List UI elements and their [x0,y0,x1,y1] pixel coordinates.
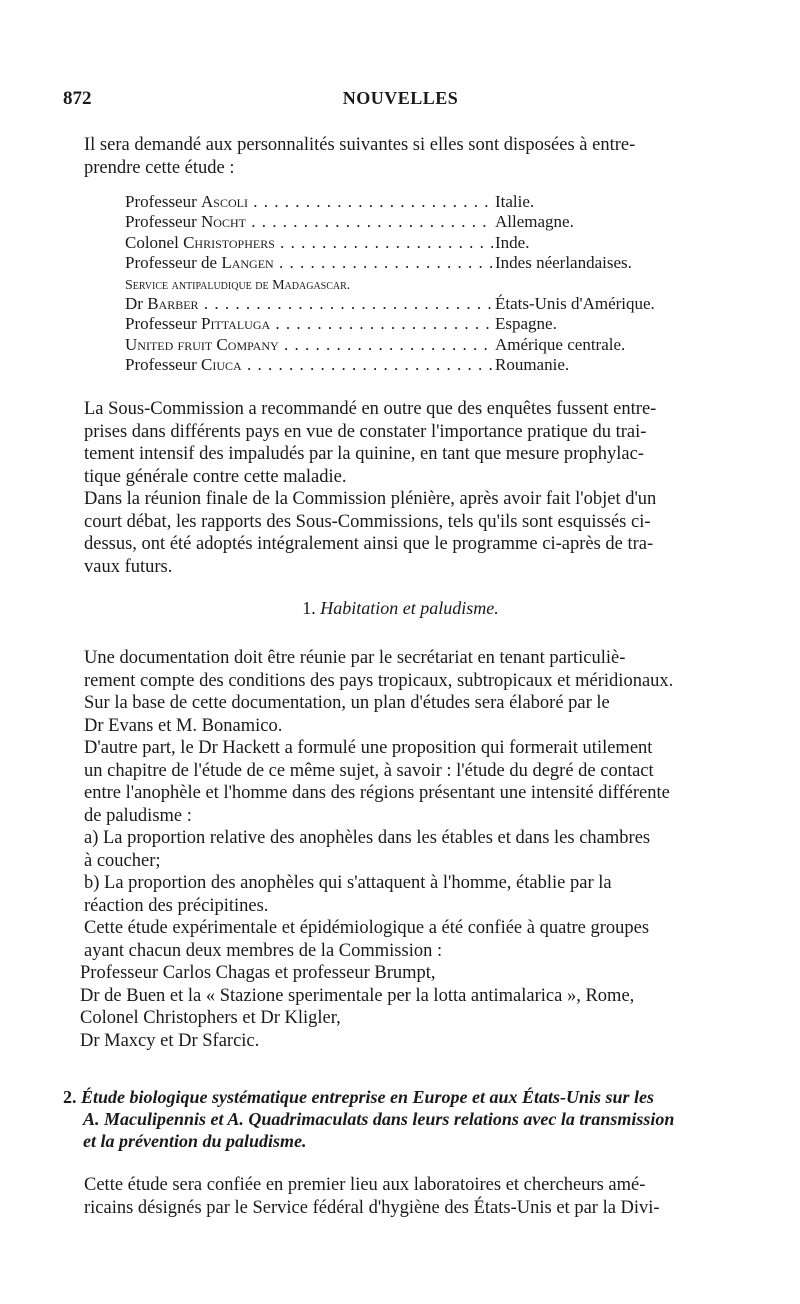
text-line: prises dans différents pays en vue de constater l'importance pratique du trai- [84,421,647,442]
text-line: à coucher; [84,850,161,871]
text-line: Sur la base de cette documentation, un plan d'études sera élaboré par le [84,693,610,713]
expert-prefix: Professeur [125,355,202,375]
expert-name: Barber [147,293,199,313]
expert-row [125,274,685,294]
paragraph-enquetes [63,398,738,488]
paragraph-documentation [63,647,738,692]
group-item: Dr de Buen et la « Stazione sperimentale per la lotta antimalarica », Rome, [80,985,635,1006]
expert-country: Amérique centrale. [495,334,626,354]
expert-country: États-Unis d'Amérique. [495,293,655,313]
group-item: Professeur Carlos Chagas et professeur Brumpt, [80,963,436,983]
expert-country: Roumanie. [495,355,570,375]
expert-row [125,314,685,334]
expert-row [125,212,685,232]
paragraph-plan-etudes [63,692,738,737]
paragraph-hackett [63,737,738,827]
expert-name: Service antipaludique de Madagascar. [125,277,351,293]
expert-prefix: Professeur [125,212,202,232]
expert-name: Nocht [201,212,246,232]
group-item: Colonel Christophers et Dr Kligler, [80,1008,341,1028]
expert-row [125,253,685,273]
expert-name: Langen [221,253,274,273]
text-line: ricains désignés par le Service fédéral d'hygiène des États-Unis et par la Divi- [84,1197,660,1218]
paragraph-item-b [63,872,738,917]
expert-row [125,192,685,212]
section-title-text: A. Maculipennis et A. Quadrimaculats dans leurs relations avec la transmission [83,1109,675,1129]
expert-country: Espagne. [495,314,557,334]
expert-row [125,294,685,314]
expert-country: Italie. [495,192,535,211]
expert-prefix: Professeur de [125,253,222,273]
text-line: Cette étude expérimentale et épidémiologique a été confiée à quatre groupes [84,918,650,938]
section-number: 1. [302,598,316,618]
section-1-heading [63,598,738,619]
running-title: NOUVELLES [342,88,459,108]
text-line: Il sera demandé aux personnalités suivantes si elles sont disposées à entre- [84,135,636,155]
text-line: court débat, les rapports des Sous-Commissions, tels qu'ils sont esquissés ci- [84,511,651,532]
expert-name: Ciuca [201,355,242,375]
text-line: prendre cette étude : [84,157,235,178]
text-line: Une documentation doit être réunie par le secrétariat en tenant particuliè- [84,648,626,668]
expert-row [125,233,685,253]
intro-paragraph [63,134,738,179]
expert-prefix: Colonel [125,232,184,252]
section-title-text: Habitation et paludisme. [320,598,499,618]
paragraph-groupes [63,917,738,962]
section-title-text: Étude biologique systématique entreprise en Europe et aux États-Unis sur les [81,1087,655,1107]
page-number: 872 [63,88,92,109]
expert-country: Inde. [495,232,530,252]
expert-row [125,355,685,375]
page-header [63,88,738,118]
text-line: vaux futurs. [84,556,173,577]
paragraph-laboratoires [63,1174,738,1219]
paragraph-item-a [63,827,738,872]
expert-prefix: Professeur [125,192,202,211]
expert-name: Pittaluga [201,314,271,334]
text-line: rement compte des conditions des pays tropicaux, subtropicaux et méridionaux. [84,670,674,691]
expert-name: Christophers [183,232,275,252]
text-line: de paludisme : [84,805,192,826]
section-number: 2. [63,1087,77,1107]
text-line: D'autre part, le Dr Hackett a formulé une proposition qui formerait utilement [84,738,653,758]
expert-name: Ascoli [201,192,248,211]
text-line: Cette étude sera confiée en premier lieu aux laboratoires et chercheurs amé- [84,1175,646,1195]
expert-row [125,335,685,355]
experts-list [125,192,685,376]
section-2-heading [63,1086,738,1152]
text-line: un chapitre de l'étude de ce même sujet, à savoir : l'étude du degré de contact [84,760,654,781]
text-line: b) La proportion des anophèles qui s'attaquent à l'homme, établie par la [84,873,612,893]
section-title-text: et la prévention du paludisme. [83,1131,307,1151]
text-line: a) La proportion relative des anophèles dans les étables et dans les chambres [84,828,651,848]
text-line: Dans la réunion finale de la Commission plénière, après avoir fait l'objet d'un [84,489,657,509]
text-line: tement intensif des impaludés par la quinine, en tant que mesure prophylac- [84,444,644,464]
group-item: Dr Maxcy et Dr Sfarcic. [80,1030,260,1051]
expert-name: United fruit Company [125,334,279,354]
paragraph-reunion-finale [63,488,738,578]
text-line: dessus, ont été adoptés intégralement ainsi que le programme ci-après de tra- [84,534,654,554]
expert-country: Indes néerlandaises. [495,253,632,273]
text-line: La Sous-Commission a recommandé en outre que des enquêtes fussent entre- [84,399,657,419]
text-line: ayant chacun deux membres de la Commission : [84,940,443,961]
groups-list [80,962,740,1052]
text-line: réaction des précipitines. [84,895,269,916]
text-line: tique générale contre cette maladie. [84,466,347,487]
expert-country [350,274,352,294]
expert-prefix: Dr [125,293,148,313]
expert-prefix: Professeur [125,314,202,334]
expert-country: Allemagne. [495,212,574,232]
text-line: entre l'anophèle et l'homme dans des régions présentant une intensité différente [84,783,670,803]
text-line: Dr Evans et M. Bonamico. [84,715,283,736]
